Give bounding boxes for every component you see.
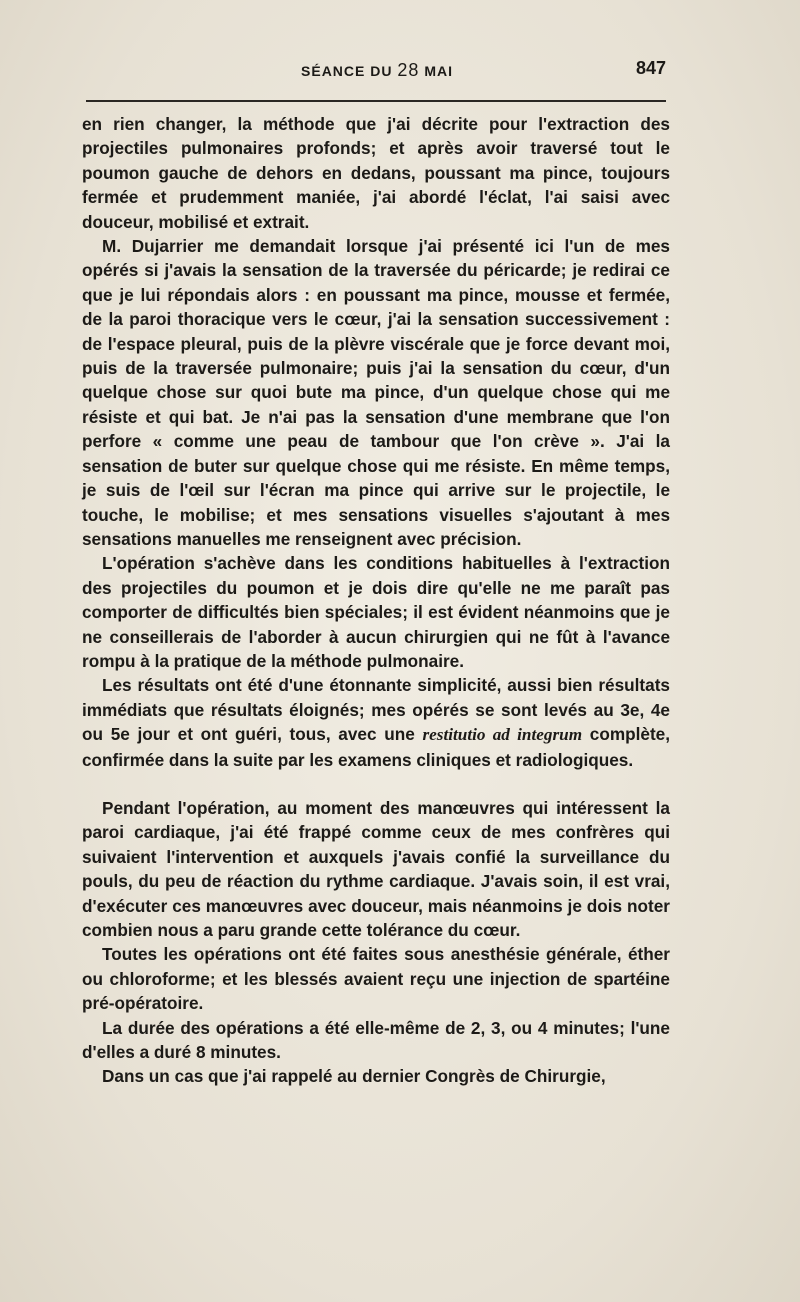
- body-text: [82, 112, 670, 1089]
- paragraph-results: [82, 673, 670, 772]
- header-rule: [86, 100, 666, 102]
- paragraph-continuation: en rien changer, la méthode que j'ai décrite pour l'extraction des projectiles pulmonaires profonds; et après avoir traversé tout le poumon gauche de dehors en dedans, poussant ma pince, toujours fermée et prudemment maniée, j'ai abordé l'éclat, l'ai saisi avec douceur, mobilisé et extrait.: [82, 114, 670, 232]
- results-text-after: complète, confirmée dans la suite par les examens cliniques et radiologiques.: [82, 724, 671, 770]
- paragraph-dujarrier: M. Dujarrier me demandait lorsque j'ai présenté ici l'un de mes opérés si j'avais la sensation de la traversée du péricarde; je redirai ce que je lui répondais alors : en poussant ma pince, mousse et fermée, de la paroi thoracique vers le cœur, j'ai la sensation successivement : de l'espace pleural, puis de la plèvre viscérale que je force devant moi, puis de la traversée pulmonaire; puis j'ai la sensation du cœur, d'un quelque chose sur quoi bute ma pince, d'un quelque chose qui me résiste et qui bat. Je n'ai pas la sensation d'une membrane que l'on perfore « comme une peau de tambour que l'on crève ». J'ai la sensation de buter sur quelque chose qui me résiste. En même temps, je suis de l'œil sur l'écran ma pince qui arrive sur le projectile, le touche, le mobilise; et mes sensations visuelles s'ajoutant à mes sensations manuelles me renseignent avec précision.: [82, 236, 670, 549]
- page-number: 847: [635, 58, 666, 78]
- paragraph-congress: Dans un cas que j'ai rappelé au dernier Congrès de Chirurgie,: [102, 1066, 606, 1087]
- running-title: [86, 60, 668, 81]
- paragraph-anesthesia: Toutes les opérations ont été faites sous anesthésie générale, éther ou chloroforme; et les blessés avaient reçu une injection de spartéine pré-opératoire.: [82, 944, 670, 1014]
- results-text-before: Les résultats ont été d'une étonnante simplicité, aussi bien résultats immédiats que résultats éloignés; mes opérés se sont levés au 3e, 4e ou 5e jour et ont guéri, tous, avec une: [82, 675, 670, 745]
- running-title-month: MAI: [424, 63, 453, 79]
- page-header: [86, 58, 668, 86]
- running-title-day: 28: [397, 60, 420, 80]
- paragraph-cardiac-reaction: Pendant l'opération, au moment des manœuvres qui intéressent la paroi cardiaque, j'ai été frappé comme ceux de mes confrères qui suivaient l'intervention et auxquels j'avais confié la surveillance du pouls, du peu de réaction du rythme cardiaque. J'avais soin, il est vrai, d'exécuter ces manœuvres avec douceur, mais néanmoins je dois noter combien nous a paru grande cette tolérance du cœur.: [82, 797, 670, 940]
- running-title-du: DU: [370, 63, 393, 79]
- running-title-seance: SÉANCE: [301, 63, 366, 79]
- paragraph-operation: L'opération s'achève dans les conditions habituelles à l'extraction des projectiles du poumon et je dois dire qu'elle ne me paraît pas comporter de difficultés bien spéciales; il est évident néanmoins que je ne conseillerais de l'aborder à aucun chirurgien qui ne fût à l'avance rompu à la pratique de la méthode pulmonaire.: [82, 553, 670, 671]
- results-italic-phrase: restitutio ad integrum: [422, 725, 583, 745]
- paragraph-duration: La durée des opérations a été elle-même de 2, 3, ou 4 minutes; l'une d'elles a duré 8 minutes.: [82, 1017, 670, 1063]
